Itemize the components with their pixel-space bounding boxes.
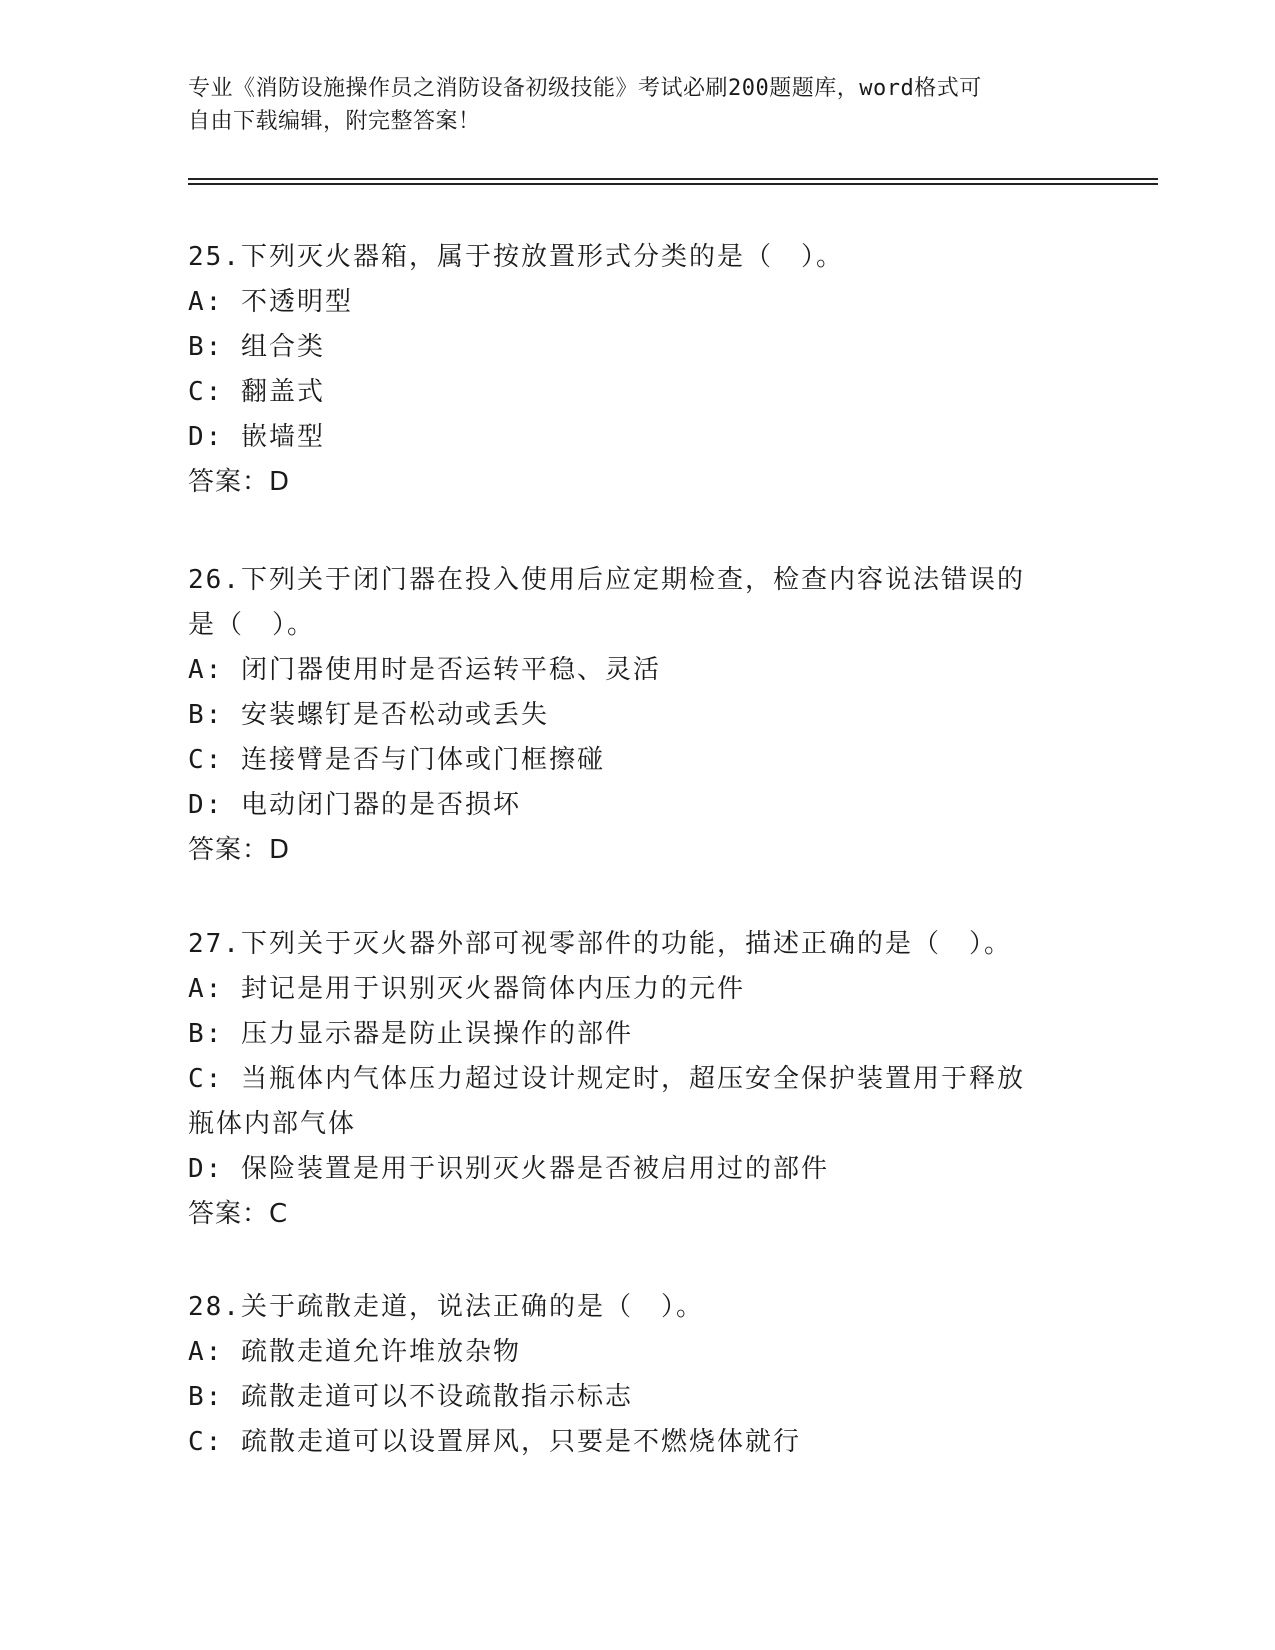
option-d: D: 保险装置是用于识别灭火器是否被启用过的部件 bbox=[188, 1154, 829, 1184]
option-d: D: 嵌墙型 bbox=[188, 422, 325, 452]
option-c: C: 当瓶体内气体压力超过设计规定时，超压安全保护装置用于释放瓶体内部气体 bbox=[188, 1064, 1025, 1139]
option-c: C: 疏散走道可以设置屏风，只要是不燃烧体就行 bbox=[188, 1427, 801, 1457]
option-a: A: 封记是用于识别灭火器筒体内压力的元件 bbox=[188, 974, 745, 1004]
option-a: A: 不透明型 bbox=[188, 287, 353, 317]
question-stem: 27.下列关于灭火器外部可视零部件的功能，描述正确的是（ ）。 bbox=[188, 929, 1012, 959]
option-c: C: 翻盖式 bbox=[188, 377, 325, 407]
option-b: B: 压力显示器是防止误操作的部件 bbox=[188, 1019, 633, 1049]
header-divider-top bbox=[188, 178, 1158, 180]
question-26 bbox=[188, 558, 1088, 873]
question-27 bbox=[188, 922, 1088, 1237]
header-line-1: 专业《消防设施操作员之消防设备初级技能》考试必刷200题题库，word格式可 bbox=[188, 76, 982, 101]
option-b: B: 疏散走道可以不设疏散指示标志 bbox=[188, 1382, 633, 1412]
option-d: D: 电动闭门器的是否损坏 bbox=[188, 790, 521, 820]
answer: 答案：C bbox=[188, 1199, 289, 1229]
question-stem: 28.关于疏散走道，说法正确的是（ ）。 bbox=[188, 1292, 704, 1322]
question-stem: 25.下列灭火器箱，属于按放置形式分类的是（ ）。 bbox=[188, 242, 844, 272]
answer: 答案：D bbox=[188, 835, 291, 865]
answer: 答案：D bbox=[188, 467, 291, 497]
option-a: A: 闭门器使用时是否运转平稳、灵活 bbox=[188, 655, 661, 685]
question-stem: 26.下列关于闭门器在投入使用后应定期检查，检查内容说法错误的是（ ）。 bbox=[188, 565, 1025, 640]
header-line-2: 自由下载编辑，附完整答案！ bbox=[188, 109, 481, 134]
option-b: B: 安装螺钉是否松动或丢失 bbox=[188, 700, 549, 730]
header-divider-bottom bbox=[188, 183, 1158, 185]
question-25 bbox=[188, 235, 1088, 505]
option-b: B: 组合类 bbox=[188, 332, 325, 362]
document-header bbox=[188, 72, 1068, 138]
question-28 bbox=[188, 1285, 1088, 1465]
option-a: A: 疏散走道允许堆放杂物 bbox=[188, 1337, 521, 1367]
option-c: C: 连接臂是否与门体或门框擦碰 bbox=[188, 745, 605, 775]
